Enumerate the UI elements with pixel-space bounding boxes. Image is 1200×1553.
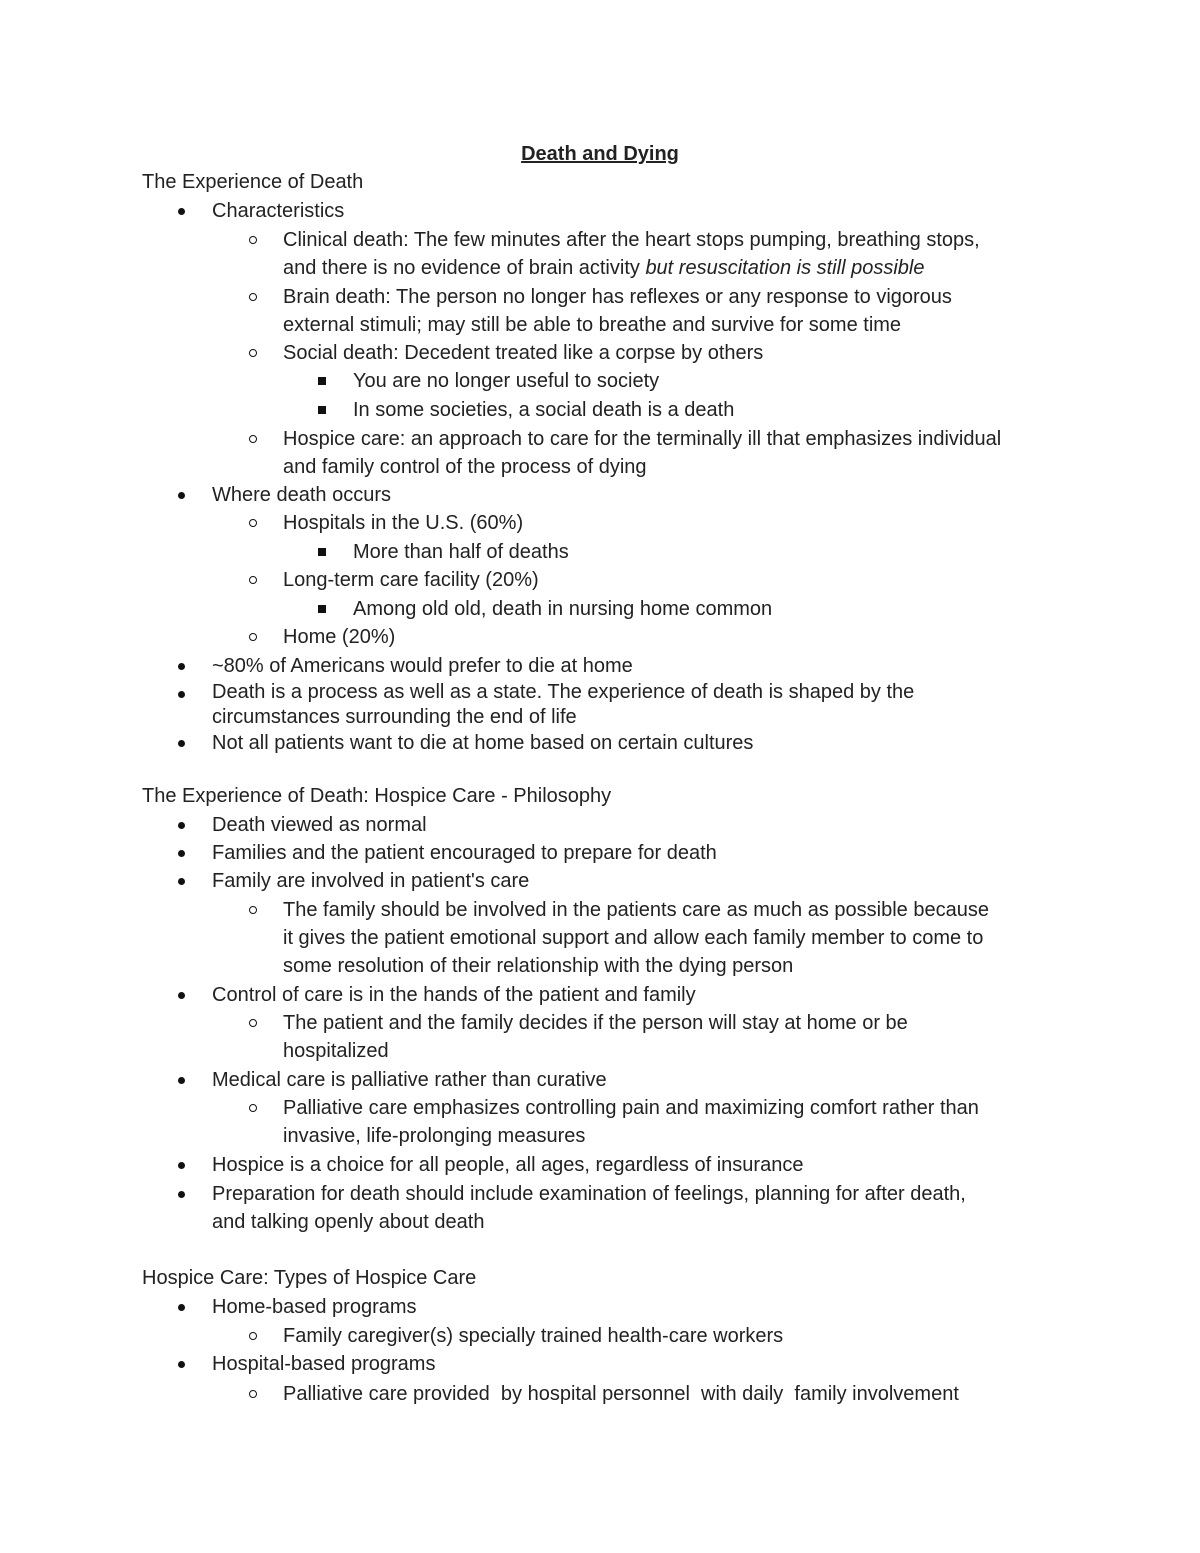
item-text: Family caregiver(s) specially trained health-care workers xyxy=(283,1325,784,1347)
sub-sub-bullet-item xyxy=(353,538,569,566)
sub-sub-bullet-item xyxy=(353,396,734,424)
bullet-dot-icon xyxy=(178,1361,185,1368)
bullet-item xyxy=(212,1180,966,1236)
item-text: Among old old, death in nursing home common xyxy=(353,598,773,620)
sub-bullet-item xyxy=(283,623,395,651)
bullet-circle-icon xyxy=(249,349,257,357)
item-text: Hospice is a choice for all people, all ages, regardless of insurance xyxy=(212,1154,804,1176)
bullet-dot-icon xyxy=(178,208,185,215)
item-text-line: Preparation for death should include examination of feelings, planning for after death, xyxy=(212,1183,966,1205)
bullet-square-icon xyxy=(318,406,326,414)
item-text: Control of care is in the hands of the patient and family xyxy=(212,984,696,1006)
item-text: Hospital-based programs xyxy=(212,1353,436,1375)
bullet-item xyxy=(212,1151,803,1179)
item-text-line: it gives the patient emotional support and allow each family member to come to xyxy=(283,927,984,949)
bullet-item xyxy=(212,652,633,680)
sub-bullet-item xyxy=(283,1094,979,1150)
bullet-item xyxy=(212,680,914,730)
item-text: Characteristics xyxy=(212,200,345,222)
bullet-circle-icon xyxy=(249,1390,257,1398)
item-text-line: The family should be involved in the patients care as much as possible because xyxy=(283,899,989,921)
item-text-line: invasive, life-prolonging measures xyxy=(283,1125,586,1147)
item-text: Social death: Decedent treated like a corpse by others xyxy=(283,342,764,364)
item-text-line: Palliative care emphasizes controlling pain and maximizing comfort rather than xyxy=(283,1097,979,1119)
section-heading: Hospice Care: Types of Hospice Care xyxy=(142,1267,477,1289)
item-text-line: Hospice care: an approach to care for the terminally ill that emphasizes individual xyxy=(283,428,1002,450)
bullet-square-icon xyxy=(318,377,326,385)
bullet-dot-icon xyxy=(178,1304,185,1311)
sub-sub-bullet-item xyxy=(353,367,659,395)
item-text: Hospitals in the U.S. (60%) xyxy=(283,512,524,534)
sub-bullet-item xyxy=(283,339,763,367)
item-text: Medical care is palliative rather than curative xyxy=(212,1069,607,1091)
bullet-item xyxy=(212,729,753,757)
bullet-square-icon xyxy=(318,548,326,556)
bullet-dot-icon xyxy=(178,1191,185,1198)
sub-bullet-item xyxy=(283,1380,959,1408)
bullet-dot-icon xyxy=(178,691,185,698)
item-text-line xyxy=(283,254,980,282)
bullet-item xyxy=(212,1293,417,1321)
bullet-dot-icon xyxy=(178,822,185,829)
bullet-item xyxy=(212,839,717,867)
bullet-circle-icon xyxy=(249,293,257,301)
bullet-dot-icon xyxy=(178,992,185,999)
sub-bullet-item xyxy=(283,425,1001,481)
item-text: and there is no evidence of brain activity xyxy=(283,257,646,279)
item-text-line: Brain death: The person no longer has reflexes or any response to vigorous xyxy=(283,286,952,308)
item-text-line: external stimuli; may still be able to breathe and survive for some time xyxy=(283,314,902,336)
sub-bullet-item xyxy=(283,226,980,282)
item-text: Palliative care provided by hospital personnel with daily family involvement xyxy=(283,1383,959,1405)
sub-bullet-item xyxy=(283,566,539,594)
item-text-line: circumstances surrounding the end of life xyxy=(212,706,577,728)
bullet-dot-icon xyxy=(178,878,185,885)
bullet-circle-icon xyxy=(249,1332,257,1340)
bullet-circle-icon xyxy=(249,576,257,584)
item-text: You are no longer useful to society xyxy=(353,370,660,392)
item-text: More than half of deaths xyxy=(353,541,569,563)
bullet-item xyxy=(212,481,391,509)
bullet-item xyxy=(212,867,529,895)
item-text-line: and talking openly about death xyxy=(212,1211,485,1233)
item-text: Home-based programs xyxy=(212,1296,417,1318)
sub-bullet-item xyxy=(283,1009,908,1065)
bullet-square-icon xyxy=(318,605,326,613)
bullet-circle-icon xyxy=(249,633,257,641)
bullet-circle-icon xyxy=(249,519,257,527)
sub-sub-bullet-item xyxy=(353,595,772,623)
section-heading: The Experience of Death xyxy=(142,171,364,193)
item-text: ~80% of Americans would prefer to die at home xyxy=(212,655,633,677)
item-text: Home (20%) xyxy=(283,626,396,648)
item-text: Where death occurs xyxy=(212,484,391,506)
item-text-line: and family control of the process of dying xyxy=(283,456,647,478)
item-text: In some societies, a social death is a death xyxy=(353,399,735,421)
item-text: Family are involved in patient's care xyxy=(212,870,530,892)
bullet-circle-icon xyxy=(249,906,257,914)
bullet-dot-icon xyxy=(178,1162,185,1169)
sub-bullet-item xyxy=(283,509,523,537)
item-text: Not all patients want to die at home based on certain cultures xyxy=(212,732,754,754)
item-text: Long-term care facility (20%) xyxy=(283,569,539,591)
bullet-circle-icon xyxy=(249,236,257,244)
sub-bullet-item xyxy=(283,1322,783,1350)
item-text-line: some resolution of their relationship with the dying person xyxy=(283,955,794,977)
bullet-dot-icon xyxy=(178,740,185,747)
bullet-item xyxy=(212,811,427,839)
bullet-circle-icon xyxy=(249,1019,257,1027)
item-text-line: The patient and the family decides if the person will stay at home or be xyxy=(283,1012,908,1034)
bullet-circle-icon xyxy=(249,1104,257,1112)
bullet-item xyxy=(212,1350,435,1378)
sub-bullet-item xyxy=(283,283,952,339)
item-text-italic: but resuscitation is still possible xyxy=(645,257,925,279)
sub-bullet-item xyxy=(283,896,989,980)
item-text-line: Death is a process as well as a state. The experience of death is shaped by the xyxy=(212,681,915,703)
bullet-item xyxy=(212,1066,607,1094)
page-title: Death and Dying xyxy=(521,143,679,165)
bullet-dot-icon xyxy=(178,1077,185,1084)
item-text-line: Clinical death: The few minutes after the heart stops pumping, breathing stops, xyxy=(283,229,980,251)
bullet-dot-icon xyxy=(178,492,185,499)
bullet-circle-icon xyxy=(249,435,257,443)
bullet-item xyxy=(212,197,344,225)
bullet-item xyxy=(212,981,696,1009)
item-text: Families and the patient encouraged to prepare for death xyxy=(212,842,717,864)
section-heading: The Experience of Death: Hospice Care - Philosophy xyxy=(142,785,612,807)
bullet-dot-icon xyxy=(178,850,185,857)
bullet-dot-icon xyxy=(178,663,185,670)
item-text-line: hospitalized xyxy=(283,1040,389,1062)
item-text: Death viewed as normal xyxy=(212,814,427,836)
